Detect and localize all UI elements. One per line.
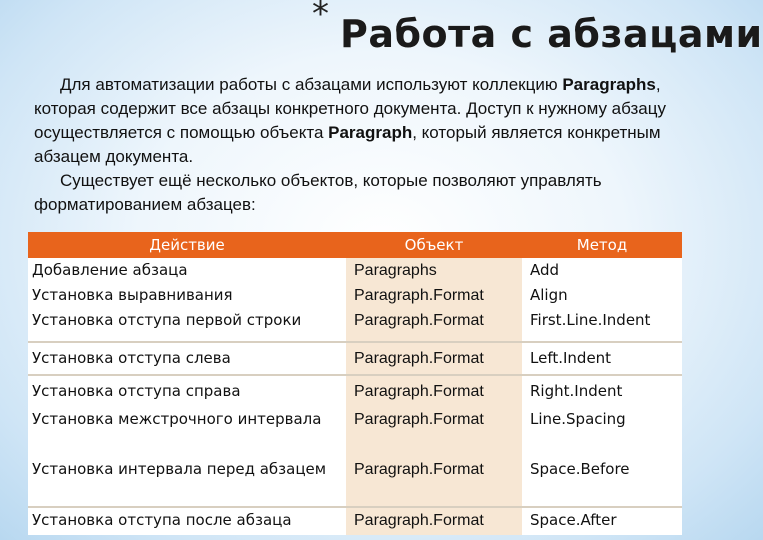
intro-text — [34, 73, 694, 217]
action-cell: Установка отступа первой строки — [28, 308, 346, 342]
intro-bold-paragraphs: Paragraphs — [562, 75, 656, 94]
intro-paragraph-1 — [34, 73, 694, 169]
header-object: Объект — [404, 236, 464, 254]
methods-table-container — [28, 232, 682, 532]
header-method: Метод — [576, 236, 628, 254]
table-row — [28, 308, 682, 342]
method-cell: Line.Spacing — [522, 407, 682, 457]
object-cell: Paragraph.Format — [346, 375, 522, 407]
object-cell: Paragraph.Format — [346, 507, 522, 535]
intro-text-part-3: , который является конкретным абзацем документа. — [34, 123, 661, 166]
intro-bold-paragraph: Paragraph — [328, 123, 413, 142]
intro-text-part-4: Существует ещё несколько объектов, которые позволяют управлять форматированием абзацев: — [34, 171, 602, 214]
table-row — [28, 407, 682, 457]
table-row — [28, 507, 682, 535]
intro-text-part-1: Для автоматизации работы с абзацами используют коллекцию — [60, 75, 558, 94]
method-cell: Align — [522, 283, 682, 308]
table-row — [28, 375, 682, 407]
action-cell: Установка отступа после абзаца — [28, 507, 346, 535]
table-row — [28, 457, 682, 507]
slide-title: Работа с абзацами — [340, 12, 763, 56]
asterisk-bullet-icon: * — [312, 0, 329, 34]
method-cell: Space.Before — [522, 457, 682, 507]
table-row — [28, 258, 682, 283]
object-cell: Paragraph.Format — [346, 342, 522, 375]
intro-paragraph-2 — [34, 169, 694, 217]
table-row — [28, 283, 682, 308]
header-action: Действие — [149, 236, 225, 254]
object-cell: Paragraph.Format — [346, 283, 522, 308]
action-cell: Установка выравнивания — [28, 283, 346, 308]
object-cell: Paragraph.Format — [346, 457, 522, 507]
object-cell: Paragraph.Format — [346, 407, 522, 457]
method-cell: Right.Indent — [522, 375, 682, 407]
table-row — [28, 342, 682, 375]
method-cell: Left.Indent — [522, 342, 682, 375]
method-cell: Space.After — [522, 507, 682, 535]
action-cell: Установка отступа справа — [28, 375, 346, 407]
slide-title-row — [0, 0, 763, 56]
object-cell: Paragraphs — [346, 258, 522, 283]
action-cell: Установка отступа слева — [28, 342, 346, 375]
method-cell: First.Line.Indent — [522, 308, 682, 342]
intro-text-part-2: , которая содержит все абзацы конкретного документа. Доступ к нужному абзацу осуществляется с помощью объекта — [34, 75, 666, 142]
action-cell: Установка межстрочного интервала — [28, 407, 346, 457]
action-cell: Добавление абзаца — [28, 258, 346, 283]
method-cell: Add — [522, 258, 682, 283]
methods-table — [28, 232, 682, 535]
object-cell: Paragraph.Format — [346, 308, 522, 342]
table-header-row — [28, 232, 682, 258]
action-cell: Установка интервала перед абзацем — [28, 457, 346, 507]
